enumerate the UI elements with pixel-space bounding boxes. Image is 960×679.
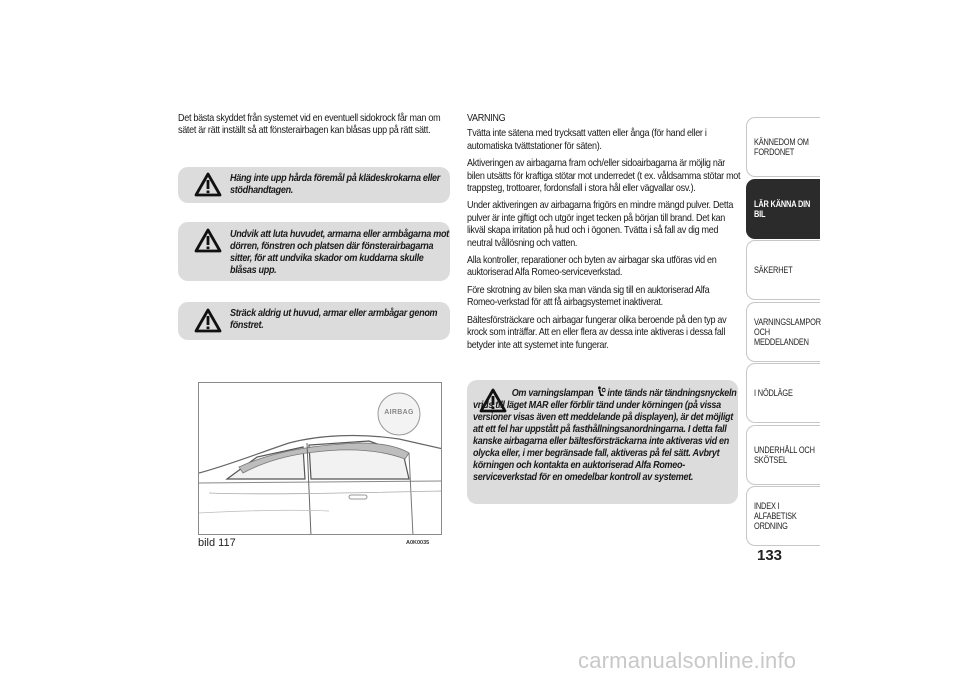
sidebar-tab-lar-kanna[interactable] [746, 179, 820, 239]
sidebar-tab-label: KÄNNEDOM OM FORDONET [754, 137, 809, 157]
airbag-illustration [198, 382, 442, 535]
intro-paragraph: Det bästa skyddet från systemet vid en eventuell sidokrock får man om sätet är rätt inställt så att fönsterairbagen kan blåsas upp på rätt sätt. [178, 112, 441, 137]
warning-box-2 [178, 222, 450, 281]
paragraph-4: Alla kontroller, reparationer och byten av airbagar ska utföras vid en auktoriserad Alfa Romeo-serviceverkstad. [467, 254, 717, 279]
section-heading: VARNING [467, 112, 506, 124]
warning-triangle-icon [194, 172, 222, 198]
page-number: 133 [757, 547, 783, 564]
sidebar-tab-varningslampor[interactable] [746, 302, 820, 362]
sidebar-tab-label: I NÖDLÄGE [754, 388, 793, 398]
warning-text-4 [473, 386, 738, 483]
sidebar-tab-label: LÄR KÄNNA DIN BIL [754, 198, 811, 219]
sidebar-tab-nodlage[interactable] [746, 363, 820, 423]
sidebar-tab-label: SÄKERHET [754, 265, 793, 275]
paragraph-3: Under aktiveringen av airbagarna frigörs en mindre mängd pulver. Detta pulver är inte giftigt och utgör inget tecken på början till brand. Det kan likväl skapa irritation på hud och i ögonen. Tvätta i så fall av dig med neutral tvållösning och vatten. [467, 199, 734, 249]
sidebar-tab-kannedom[interactable] [746, 117, 820, 177]
warning-triangle-icon [194, 308, 222, 334]
paragraph-6: Bältesförsträckare och airbagar fungerar olika beroende på den typ av krock som inträffar. Att en eller flera av dessa inte aktiveras i dessa fall betyder inte att systemet inte fungerar. [467, 313, 727, 351]
sidebar-tab-index[interactable] [746, 486, 820, 546]
chapter-sidebar [746, 117, 820, 548]
left-column [178, 112, 450, 142]
figure-code: A0K0035 [406, 540, 430, 546]
right-column [467, 112, 739, 356]
figure-caption: bild 117 [198, 537, 236, 549]
sidebar-tab-label: VARNINGSLAMPOR OCH MEDDELANDEN [754, 316, 821, 347]
paragraph-1: Tvätta inte sätena med trycksatt vatten eller ånga (för hand eller i automatiska tvättstationer för säten). [467, 127, 707, 152]
car-side-window-drawing [199, 383, 442, 535]
warning-text-3: Sträck aldrig ut huvud, armar eller armbågar genom fönstret. [230, 307, 438, 331]
paragraph-5: Före skrotning av bilen ska man vända sig till en auktoriserad Alfa Romeo-verkstad för att få airbagsystemet inaktiverat. [467, 283, 710, 309]
warning-text-2: Undvik att luta huvudet, armarna eller armbågarna mot dörren, fönstren och platsen där fönsterairbagarna sitter, för att undvika skador om kuddarna skulle blåsas upp. [230, 228, 449, 276]
paragraph-2: Aktiveringen av airbagarna fram och/eller sidoairbagarna är möjlig när bilen utsätts för kraftiga stötar mot underredet (t ex. våldsamma stötar mot trappsteg, trottoarer, fordonsfall i stora hål eller vägvallar osv.). [467, 157, 741, 195]
warning-text-1: Häng inte upp hårda föremål på klädeskrokarna eller stödhandtagen. [230, 172, 440, 196]
sidebar-tab-sakerhet[interactable] [746, 240, 820, 300]
warning-box-4 [467, 380, 738, 504]
sidebar-tab-label: UNDERHÅLL OCH SKÖTSEL [754, 444, 815, 465]
airbag-badge-label: AIRBAG [384, 409, 414, 416]
warning-triangle-icon [194, 228, 222, 254]
warning-text-4-rest: inte tänds när tändningsnyckeln vrids till läget MAR eller förblir tänd under körningen (på vissa versioner visas även ett meddelande på displayen), är det möjligt att ett fel har uppstått på fasthållningsanordningarna. I detta fall kanske airbagarna eller bältesförsträckarna inte aktiveras vid en olycka eller, i mer begränsade fall, aktiveras på fel sätt. Avbryt körningen och kontakta en auktoriserad Alfa Romeo-serviceverkstad för en omedelbar kontroll av systemet. [473, 387, 737, 483]
watermark: carmanualsonline.info [578, 648, 797, 673]
warning-text-4-start: Om varningslampan [511, 387, 594, 399]
sidebar-tab-label: INDEX I ALFABETISK ORDNING [754, 501, 797, 531]
warning-box-3 [178, 302, 450, 340]
airbag-warning-lamp-icon [596, 386, 605, 397]
sidebar-tab-underhall[interactable] [746, 425, 820, 485]
warning-box-1 [178, 167, 450, 203]
